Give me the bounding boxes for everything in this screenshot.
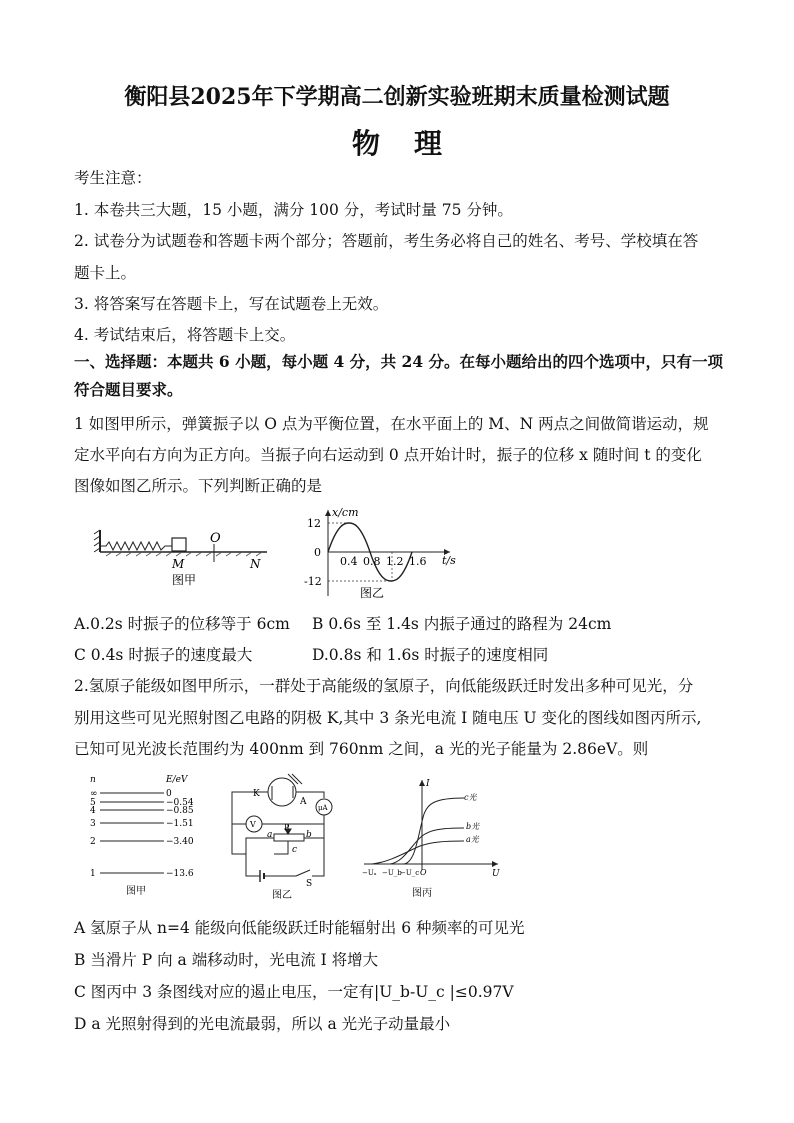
q2-option-a: A 氢原子从 n=4 能级向低能级跃迁时能辐射出 6 种频率的可见光: [74, 919, 525, 937]
level-E: −13.6: [166, 869, 194, 879]
q1-figure-jia: [92, 520, 292, 600]
label-M: M: [172, 557, 185, 571]
section-heading: 一、选择题：本题共 6 小题，每小题 4 分，共 24 分。在每小题给出的四个选项中，只有一项: [74, 352, 724, 371]
label-K: K: [253, 789, 260, 799]
q1-stem-line: 定水平向右方向为正方向。当振子向右运动到 0 点开始计时，振子的位移 x 随时间 t 的变化: [74, 446, 702, 464]
level-n: 3: [90, 819, 96, 829]
q1-option-b: B 0.6s 至 1.4s 内振子通过的路程为 24cm: [312, 615, 612, 633]
q1-option-c: C 0.4s 时振子的速度最大: [74, 646, 253, 664]
x-tick: 1.2: [386, 555, 404, 568]
notice-item: 4. 考试结束后，将答题卡上交。: [74, 326, 296, 344]
notice-item: 2. 试卷分为试题卷和答题卡两个部分；答题前，考生务必将自己的姓名、考号、学校填在答: [74, 232, 699, 250]
x-label: −U_c: [400, 869, 420, 877]
level-E: −1.51: [166, 819, 194, 829]
x-tick: 1.6: [409, 555, 427, 568]
level-E: 0: [166, 789, 172, 799]
caption: 图甲: [126, 886, 146, 897]
level-n: 4: [90, 806, 96, 816]
label-O: O: [210, 531, 221, 546]
q2-option-b: B 当滑片 P 向 a 端移动时，光电流 I 将增大: [74, 951, 379, 969]
x-label: −U_b: [382, 869, 402, 877]
curve-label: b光: [466, 822, 480, 831]
label-c: c: [292, 845, 298, 855]
caption: 图乙: [360, 586, 385, 600]
label-V: V: [250, 820, 256, 829]
label-b: b: [306, 830, 312, 840]
label-a: a: [267, 830, 273, 840]
x-tick: 0.4: [340, 555, 358, 568]
y-axis-label: x/cm: [332, 506, 359, 519]
x-axis-label: t/s: [442, 554, 456, 567]
x-label: O: [420, 868, 427, 877]
I-label: I: [426, 779, 430, 789]
caption: 图丙: [412, 888, 432, 899]
notice-item: 1. 本卷共三大题，15 小题，满分 100 分，考试时量 75 分钟。: [74, 201, 513, 219]
q2-figure-jia: [86, 772, 216, 902]
x-tick: 0.8: [363, 555, 381, 568]
y-tick: 12: [307, 517, 321, 530]
q2-figure-bing: [360, 774, 510, 902]
U-label: U: [492, 869, 500, 879]
y-tick: 0: [314, 546, 321, 559]
q2-stem-line: 已知可见光波长范围约为 400nm 到 760nm 之间，a 光的光子能量为 2.86eV。则: [74, 740, 649, 758]
q1-stem-line: 图像如图乙所示。下列判断正确的是: [74, 477, 323, 495]
n-label: n: [90, 775, 96, 785]
notice-item: 题卡上。: [74, 264, 137, 282]
caption: 图乙: [272, 890, 292, 901]
q1-option-d: D.0.8s 和 1.6s 时振子的速度相同: [312, 646, 549, 664]
q2-stem-line: 别用这些可见光照射图乙电路的阴极 K,其中 3 条光电流 I 随电压 U 变化的图线如图丙所示,: [74, 709, 702, 727]
level-E: −3.40: [166, 837, 194, 847]
q2-figure-yi: [222, 770, 352, 902]
q1-stem-line: 1 如图甲所示，弹簧振子以 O 点为平衡位置，在水平面上的 M、N 两点之间做简谐运动，规: [74, 415, 709, 433]
q2-option-d: D a 光照射得到的光电流最弱，所以 a 光光子动量最小: [74, 1015, 451, 1033]
notice-heading: 考生注意：: [74, 169, 152, 187]
level-E: −0.85: [166, 806, 194, 816]
q1-option-a: A.0.2s 时振子的位移等于 6cm: [74, 615, 290, 633]
label-N: N: [250, 557, 261, 571]
label-A: A: [300, 797, 307, 807]
caption: 图甲: [172, 573, 197, 587]
curve-label: a光: [466, 835, 479, 844]
level-E: −0.54: [166, 798, 194, 808]
E-label: E/eV: [166, 775, 188, 785]
label-uA: μA: [318, 804, 328, 812]
y-tick: -12: [304, 575, 322, 588]
level-n: 2: [90, 837, 96, 847]
level-n: 5: [90, 798, 96, 808]
label-P: P: [284, 823, 290, 832]
level-n: ∞: [90, 789, 98, 799]
notice-item: 3. 将答案写在答题卡上，写在试题卷上无效。: [74, 295, 389, 313]
label-S: S: [306, 879, 313, 889]
section-heading-cont: 符合题目要求。: [74, 380, 183, 399]
curve-label: c光: [464, 793, 477, 802]
level-n: 1: [90, 869, 96, 879]
q2-stem-line: 2.氢原子能级如图甲所示，一群处于高能级的氢原子，向低能级跃迁时发出多种可见光，分: [74, 677, 694, 695]
exam-title: 衡阳县2025年下学期高二创新实验班期末质量检测试题: [124, 84, 670, 110]
q2-option-c: C 图丙中 3 条图线对应的遏止电压，一定有|U_b-U_c |≤0.97V: [74, 983, 514, 1001]
q1-figure-yi: [300, 504, 470, 604]
subject-title: 物理: [351, 127, 476, 160]
x-label: −Uₐ: [362, 869, 377, 877]
